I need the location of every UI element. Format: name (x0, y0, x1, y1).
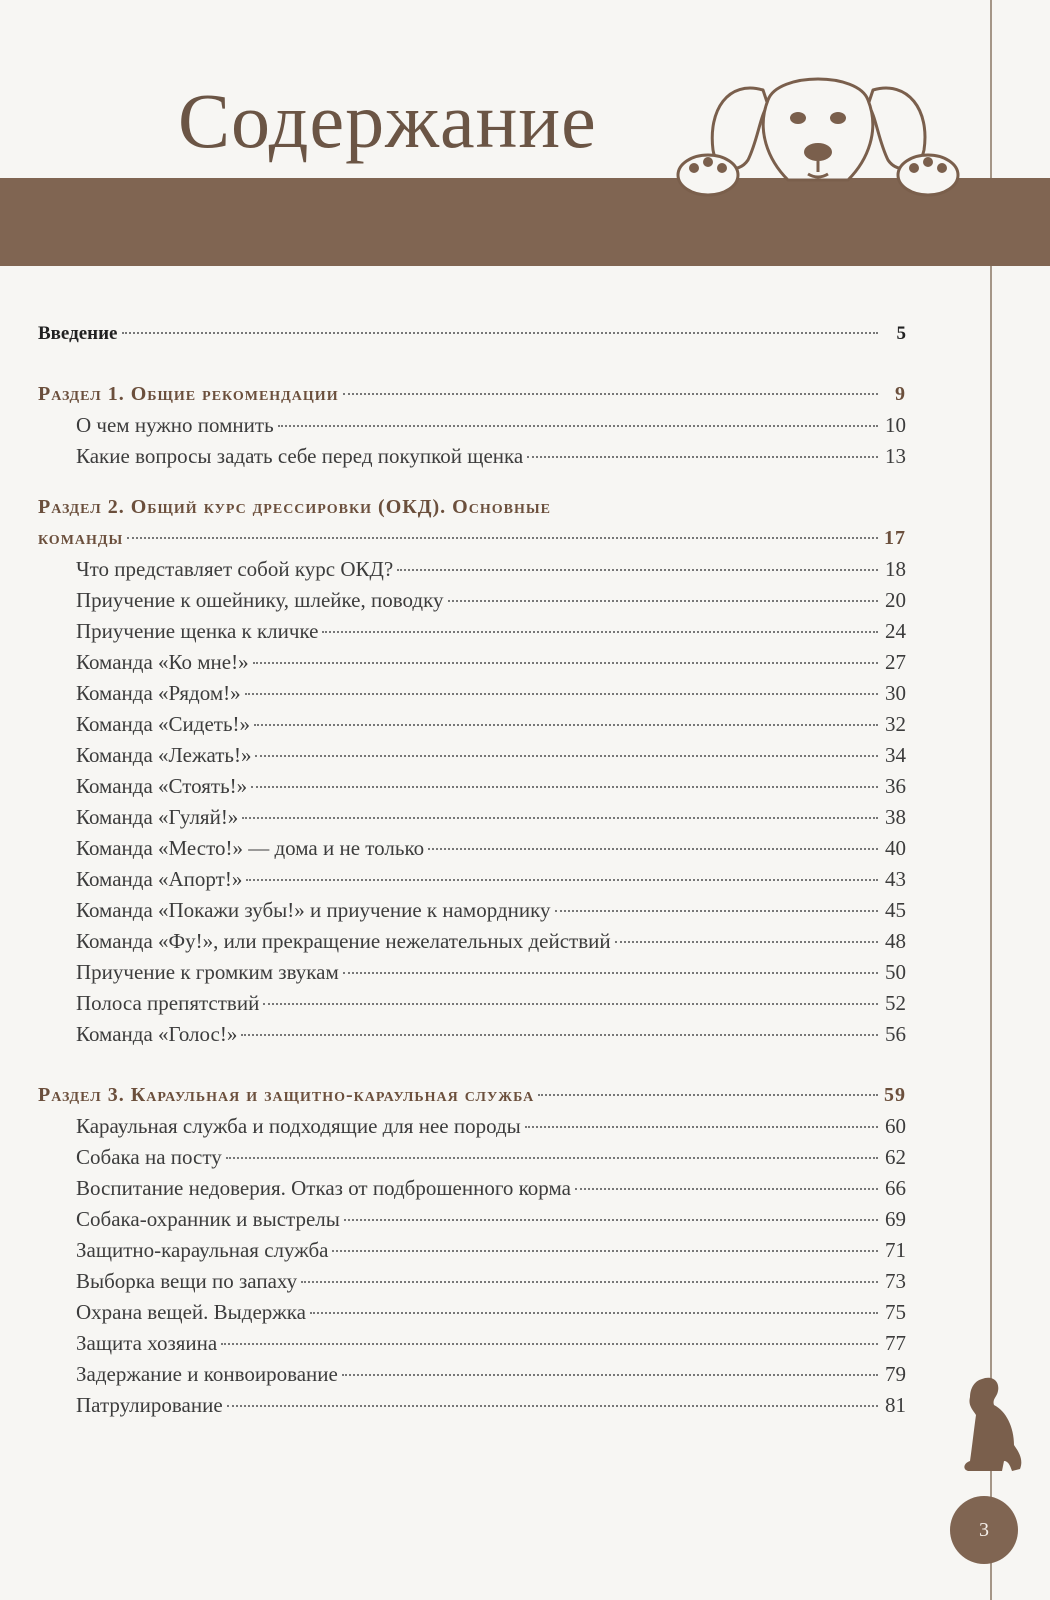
dot-leader (254, 724, 878, 726)
dot-leader (344, 1219, 878, 1221)
dot-leader (241, 1034, 878, 1036)
toc-entry-page: 20 (885, 588, 906, 612)
toc-entry-label: Команда «Рядом!» (76, 681, 241, 705)
toc-entry-label: Команда «Апорт!» (76, 867, 243, 891)
toc-entry-label: Введение (38, 323, 118, 344)
toc-entry-page: 75 (885, 1300, 906, 1324)
toc-entry-page: 56 (885, 1022, 906, 1046)
toc-entry[interactable] (38, 678, 906, 709)
toc-entry-label: Команда «Стоять!» (76, 774, 248, 798)
dot-leader (322, 631, 878, 633)
dot-leader (310, 1312, 878, 1314)
toc-entry-page: 79 (885, 1362, 906, 1386)
dot-leader (122, 332, 879, 334)
toc-entry[interactable] (38, 616, 906, 647)
toc-entry[interactable] (38, 864, 906, 895)
toc-entry-page: 27 (885, 650, 906, 674)
dot-leader (615, 941, 878, 943)
toc-entry[interactable] (38, 585, 906, 616)
toc-entry[interactable] (38, 1235, 906, 1266)
section-heading: Раздел 3. Караульная и защитно-караульная служба (38, 1084, 535, 1106)
toc-entry[interactable] (38, 554, 906, 585)
toc-entry-label: Защита хозяина (76, 1331, 218, 1355)
section-heading: Раздел 2. Общий курс дрессировки (ОКД). Основные (38, 496, 551, 518)
toc-entry[interactable] (38, 1173, 906, 1204)
toc-entry-page: 34 (885, 743, 906, 767)
dot-leader (253, 662, 878, 664)
toc-entry-label: Собака на посту (76, 1145, 222, 1169)
toc-entry-label: Команда «Место!» — дома и не только (76, 836, 425, 860)
toc-entry[interactable] (38, 1019, 906, 1050)
page-number-badge: 3 (950, 1496, 1018, 1564)
toc-entry[interactable] (38, 1111, 906, 1142)
toc-entry-intro[interactable] (38, 318, 906, 349)
toc-entry-label: Команда «Покажи зубы!» и приучение к наморднику (76, 898, 551, 922)
dot-leader (301, 1281, 878, 1283)
toc-entry-label: Что представляет собой курс ОКД? (76, 557, 394, 581)
toc-entry[interactable] (38, 926, 906, 957)
dot-leader (226, 1157, 878, 1159)
toc-entry-label: Команда «Сидеть!» (76, 712, 251, 736)
page-title: Содержание (178, 77, 597, 164)
section-page: 9 (895, 383, 906, 405)
toc-entry[interactable] (38, 1204, 906, 1235)
toc-entry-page: 5 (896, 323, 906, 344)
dot-leader (448, 600, 879, 602)
toc-entry[interactable] (38, 1266, 906, 1297)
dot-leader (278, 425, 878, 427)
toc-entry[interactable] (38, 441, 906, 472)
dot-leader (538, 1094, 878, 1096)
toc-entry-label: Команда «Ко мне!» (76, 650, 249, 674)
toc-entry[interactable] (38, 833, 906, 864)
toc-entry-label: Команда «Гуляй!» (76, 805, 239, 829)
toc-entry-page: 52 (885, 991, 906, 1015)
dot-leader (246, 879, 878, 881)
dot-leader (263, 1003, 878, 1005)
dog-head-illustration-icon (668, 50, 968, 200)
toc-entry[interactable] (38, 1390, 906, 1421)
toc-entry-label: Выборка вещи по запаху (76, 1269, 298, 1293)
toc-entry-page: 60 (885, 1114, 906, 1138)
section-page: 59 (884, 1084, 906, 1106)
toc-entry[interactable] (38, 895, 906, 926)
dot-leader (127, 537, 878, 539)
dot-leader (428, 848, 878, 850)
toc-entry-label: Охрана вещей. Выдержка (76, 1300, 306, 1324)
toc-entry[interactable] (38, 1328, 906, 1359)
toc-entry-page: 66 (885, 1176, 906, 1200)
toc-entry[interactable] (38, 1359, 906, 1390)
toc-section-1[interactable] (38, 379, 906, 410)
toc-entry-page: 43 (885, 867, 906, 891)
toc-entry-page: 69 (885, 1207, 906, 1231)
toc-entry[interactable] (38, 1142, 906, 1173)
toc-entry-page: 30 (885, 681, 906, 705)
dot-leader (527, 456, 878, 458)
dot-leader (575, 1188, 878, 1190)
toc-entry-page: 36 (885, 774, 906, 798)
dot-leader (342, 1374, 878, 1376)
toc-entry-page: 24 (885, 619, 906, 643)
toc-entry[interactable] (38, 410, 906, 441)
toc-entry-label: Караульная служба и подходящие для нее породы (76, 1114, 521, 1138)
toc-entry-label: Приучение к громким звукам (76, 960, 339, 984)
toc-entry-label: Патрулирование (76, 1393, 223, 1417)
toc-entry[interactable] (38, 988, 906, 1019)
toc-entry-page: 45 (885, 898, 906, 922)
dot-leader (555, 910, 879, 912)
table-of-contents (38, 318, 906, 1421)
toc-entry-page: 40 (885, 836, 906, 860)
toc-entry-page: 38 (885, 805, 906, 829)
dot-leader (343, 393, 878, 395)
toc-entry[interactable] (38, 771, 906, 802)
dot-leader (343, 972, 878, 974)
toc-section-2-line1[interactable] (38, 492, 906, 523)
sitting-dog-illustration-icon (948, 1375, 1024, 1475)
toc-entry[interactable] (38, 957, 906, 988)
toc-entry-label: Какие вопросы задать себе перед покупкой щенка (76, 444, 524, 468)
dot-leader (245, 693, 878, 695)
toc-entry-page: 62 (885, 1145, 906, 1169)
toc-entry-label: О чем нужно помнить (76, 413, 274, 437)
toc-entry-page: 73 (885, 1269, 906, 1293)
dot-leader (397, 569, 878, 571)
toc-entry-label: Защитно-караульная служба (76, 1238, 329, 1262)
toc-section-2-line2[interactable] (38, 523, 906, 554)
toc-entry-page: 50 (885, 960, 906, 984)
toc-entry-page: 81 (885, 1393, 906, 1417)
dot-leader (242, 817, 878, 819)
dot-leader (255, 755, 878, 757)
toc-entry[interactable] (38, 647, 906, 678)
dot-leader (227, 1405, 878, 1407)
toc-entry[interactable] (38, 740, 906, 771)
toc-entry-label: Команда «Голос!» (76, 1022, 238, 1046)
toc-entry[interactable] (38, 802, 906, 833)
toc-entry-page: 48 (885, 929, 906, 953)
dot-leader (332, 1250, 878, 1252)
dot-leader (221, 1343, 878, 1345)
toc-entry-page: 71 (885, 1238, 906, 1262)
dot-leader (251, 786, 878, 788)
toc-entry[interactable] (38, 1297, 906, 1328)
toc-entry-label: Команда «Фу!», или прекращение нежелательных действий (76, 929, 611, 953)
toc-entry[interactable] (38, 709, 906, 740)
section-heading: Раздел 1. Общие рекомендации (38, 383, 339, 405)
toc-entry-label: Приучение щенка к кличке (76, 619, 319, 643)
toc-entry-label: Приучение к ошейнику, шлейке, поводку (76, 588, 444, 612)
toc-entry-page: 10 (885, 413, 906, 437)
toc-entry-label: Воспитание недоверия. Отказ от подброшенного корма (76, 1176, 571, 1200)
section-page: 17 (884, 527, 906, 549)
toc-entry-label: Полоса препятствий (76, 991, 260, 1015)
section-heading-continued: команды (38, 527, 124, 549)
toc-entry-page: 18 (885, 557, 906, 581)
toc-entry-page: 32 (885, 712, 906, 736)
toc-entry-page: 77 (885, 1331, 906, 1355)
dot-leader (525, 1126, 878, 1128)
toc-section-3[interactable] (38, 1080, 906, 1111)
toc-entry-label: Задержание и конвоирование (76, 1362, 338, 1386)
toc-entry-page: 13 (885, 444, 906, 468)
toc-entry-label: Команда «Лежать!» (76, 743, 252, 767)
toc-entry-label: Собака-охранник и выстрелы (76, 1207, 340, 1231)
